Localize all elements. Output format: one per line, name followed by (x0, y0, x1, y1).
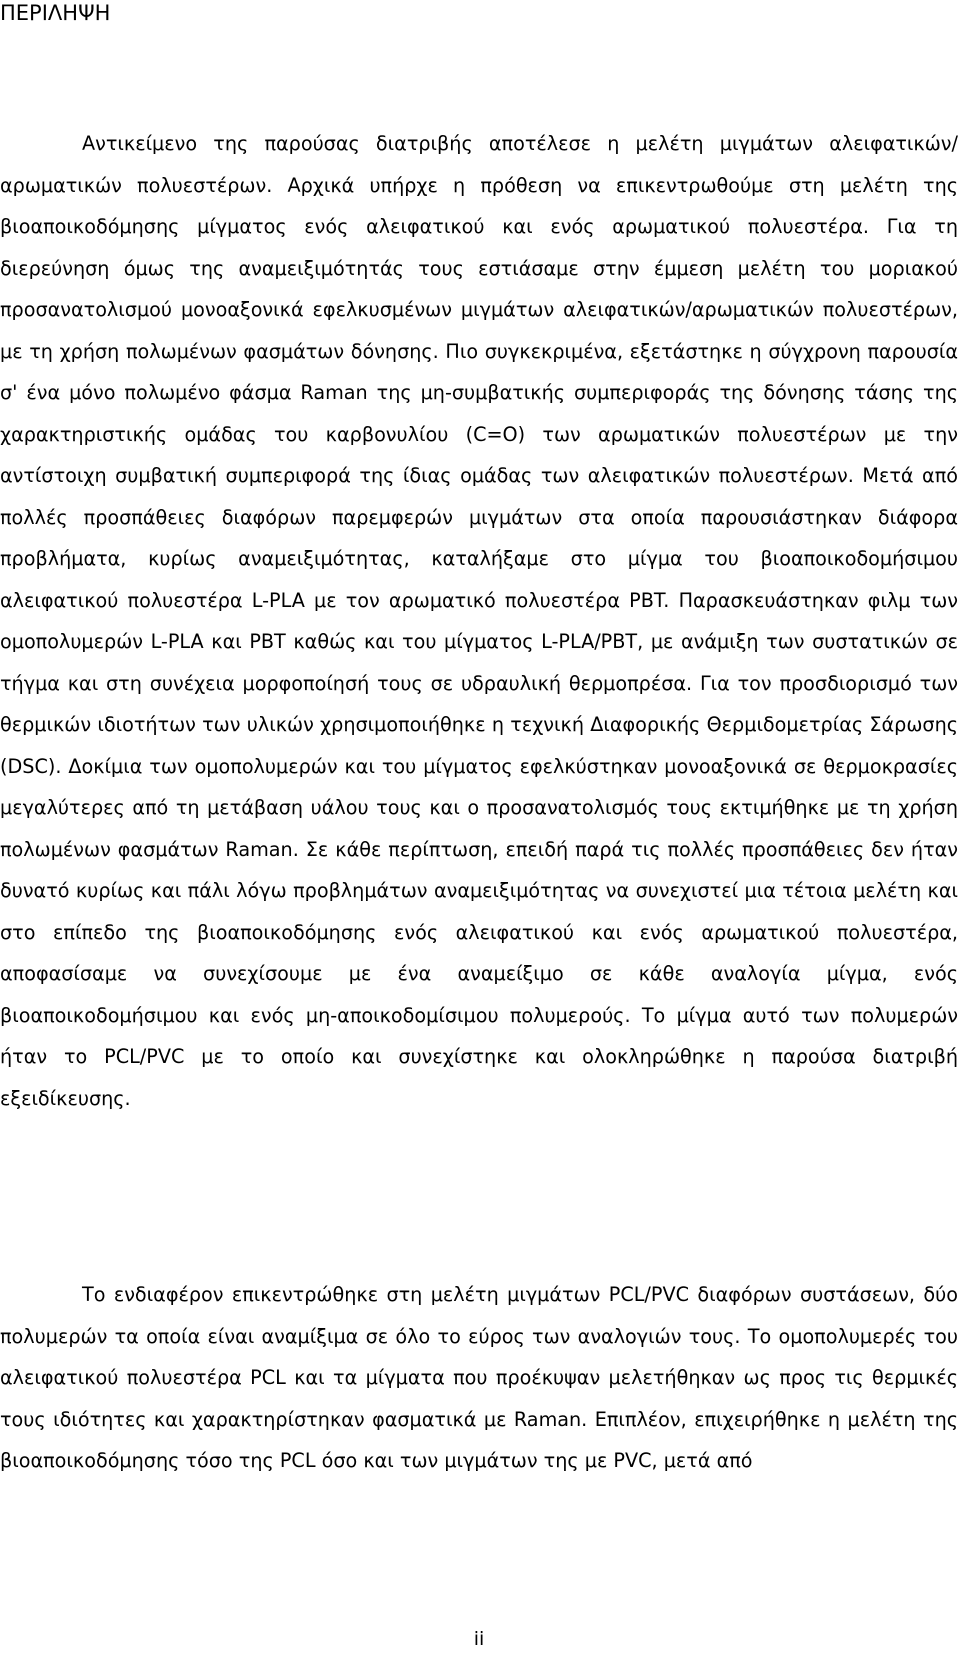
abstract-paragraph-2: Το ενδιαφέρον επικεντρώθηκε στη μελέτη μιγμάτων PCL/PVC διαφόρων συστάσεων, δύο πολυμερών τα οποία είναι αναμίξιμα σε όλο το εύρος των αναλογιών τους. Το ομοπολυμερές του αλειφατικού πολυεστέρα PCL και τα μίγματα που προέκυψαν μελετήθηκαν ως προς τις θερμικές τους ιδιότητες και χαρακτηρίστηκαν φασματικά με Raman. Επιπλέον, επιχειρήθηκε η μελέτη της βιοαποικοδόμησης τόσο της PCL όσο και των μιγμάτων της με PVC, μετά από (0, 1283, 958, 1472)
abstract-paragraph-1: Αντικείμενο της παρούσας διατριβής αποτέλεσε η μελέτη μιγμάτων αλειφατικών/αρωματικών πολυεστέρων. Αρχικά υπήρχε η πρόθεση να επικεντρωθούμε στη μελέτη της βιοαποικοδόμησης μίγματος ενός αλειφατικού και ενός αρωματικού πολυεστέρα. Για τη διερεύνηση όμως της αναμειξιμότητάς τους εστιάσαμε στην έμμεση μελέτη του μοριακού προσανατολισμού μονοαξονικά εφελκυσμένων μιγμάτων αλειφατικών/αρωματικών πολυεστέρων, με τη χρήση πολωμένων φασμάτων δόνησης. Πιο συγκεκριμένα, εξετάστηκε η σύγχρονη παρουσία σ' ένα μόνο πολωμένο φάσμα Raman της μη-συμβατικής συμπεριφοράς της δόνησης τάσης της χαρακτηριστικής ομάδας του καρβονυλίου (C=O) των αρωματικών πολυεστέρων με την αντίστοιχη συμβατική συμπεριφορά της ίδιας ομάδας των αλειφατικών πολυεστέρων. Μετά από πολλές προσπάθειες διαφόρων παρεμφερών μιγμάτων στα οποία παρουσιάστηκαν διάφορα προβλήματα, κυρίως αναμειξιμότητας, καταλήξαμε στο μίγμα του βιοαποικοδομήσιμου αλειφατικού πολυεστέρα L-PLA με τον αρωματικό πολυεστέρα PBT. Παρασκευάστηκαν φιλμ των ομοπολυμερών L-PLA και PBT καθώς και του μίγματος L-PLA/PBT, με ανάμιξη των συστατικών σε τήγμα και στη συνέχεια μορφοποίησή τους σε υδραυλική θερμοπρέσα. Για τον προσδιορισμό των θερμικών ιδιοτήτων των υλικών χρησιμοποιήθηκε η τεχνική Διαφορικής Θερμιδομετρίας Σάρωσης (DSC). Δοκίμια των ομοπολυμερών και του μίγματος εφελκύστηκαν μονοαξονικά σε θερμοκρασίες μεγαλύτερες από τη μετάβαση υάλου τους και ο προσανατολισμός τους εκτιμήθηκε με τη χρήση πολωμένων φασμάτων Raman. Σε κάθε περίπτωση, επειδή παρά τις πολλές προσπάθειες δεν ήταν δυνατό κυρίως και πάλι λόγω προβλημάτων αναμειξιμότητας να συνεχιστεί μια τέτοια μελέτη και στο επίπεδο της βιοαποικοδόμησης ενός αλειφατικού και ενός αρωματικού πολυεστέρα, αποφασίσαμε να συνεχίσουμε με ένα αναμείξιμο σε κάθε αναλογία μίγμα, ενός βιοαποικοδομήσιμου και ενός μη-αποικοδομίσιμου πολυμερούς. Το μίγμα αυτό των πολυμερών ήταν το PCL/PVC με το οποίο και συνεχίστηκε και ολοκληρώθηκε η παρούσα διατριβή εξειδίκευσης. (0, 132, 958, 1110)
page-number: ii (473, 1628, 485, 1650)
section-heading: ΠΕΡΙΛΗΨΗ (0, 1, 111, 25)
